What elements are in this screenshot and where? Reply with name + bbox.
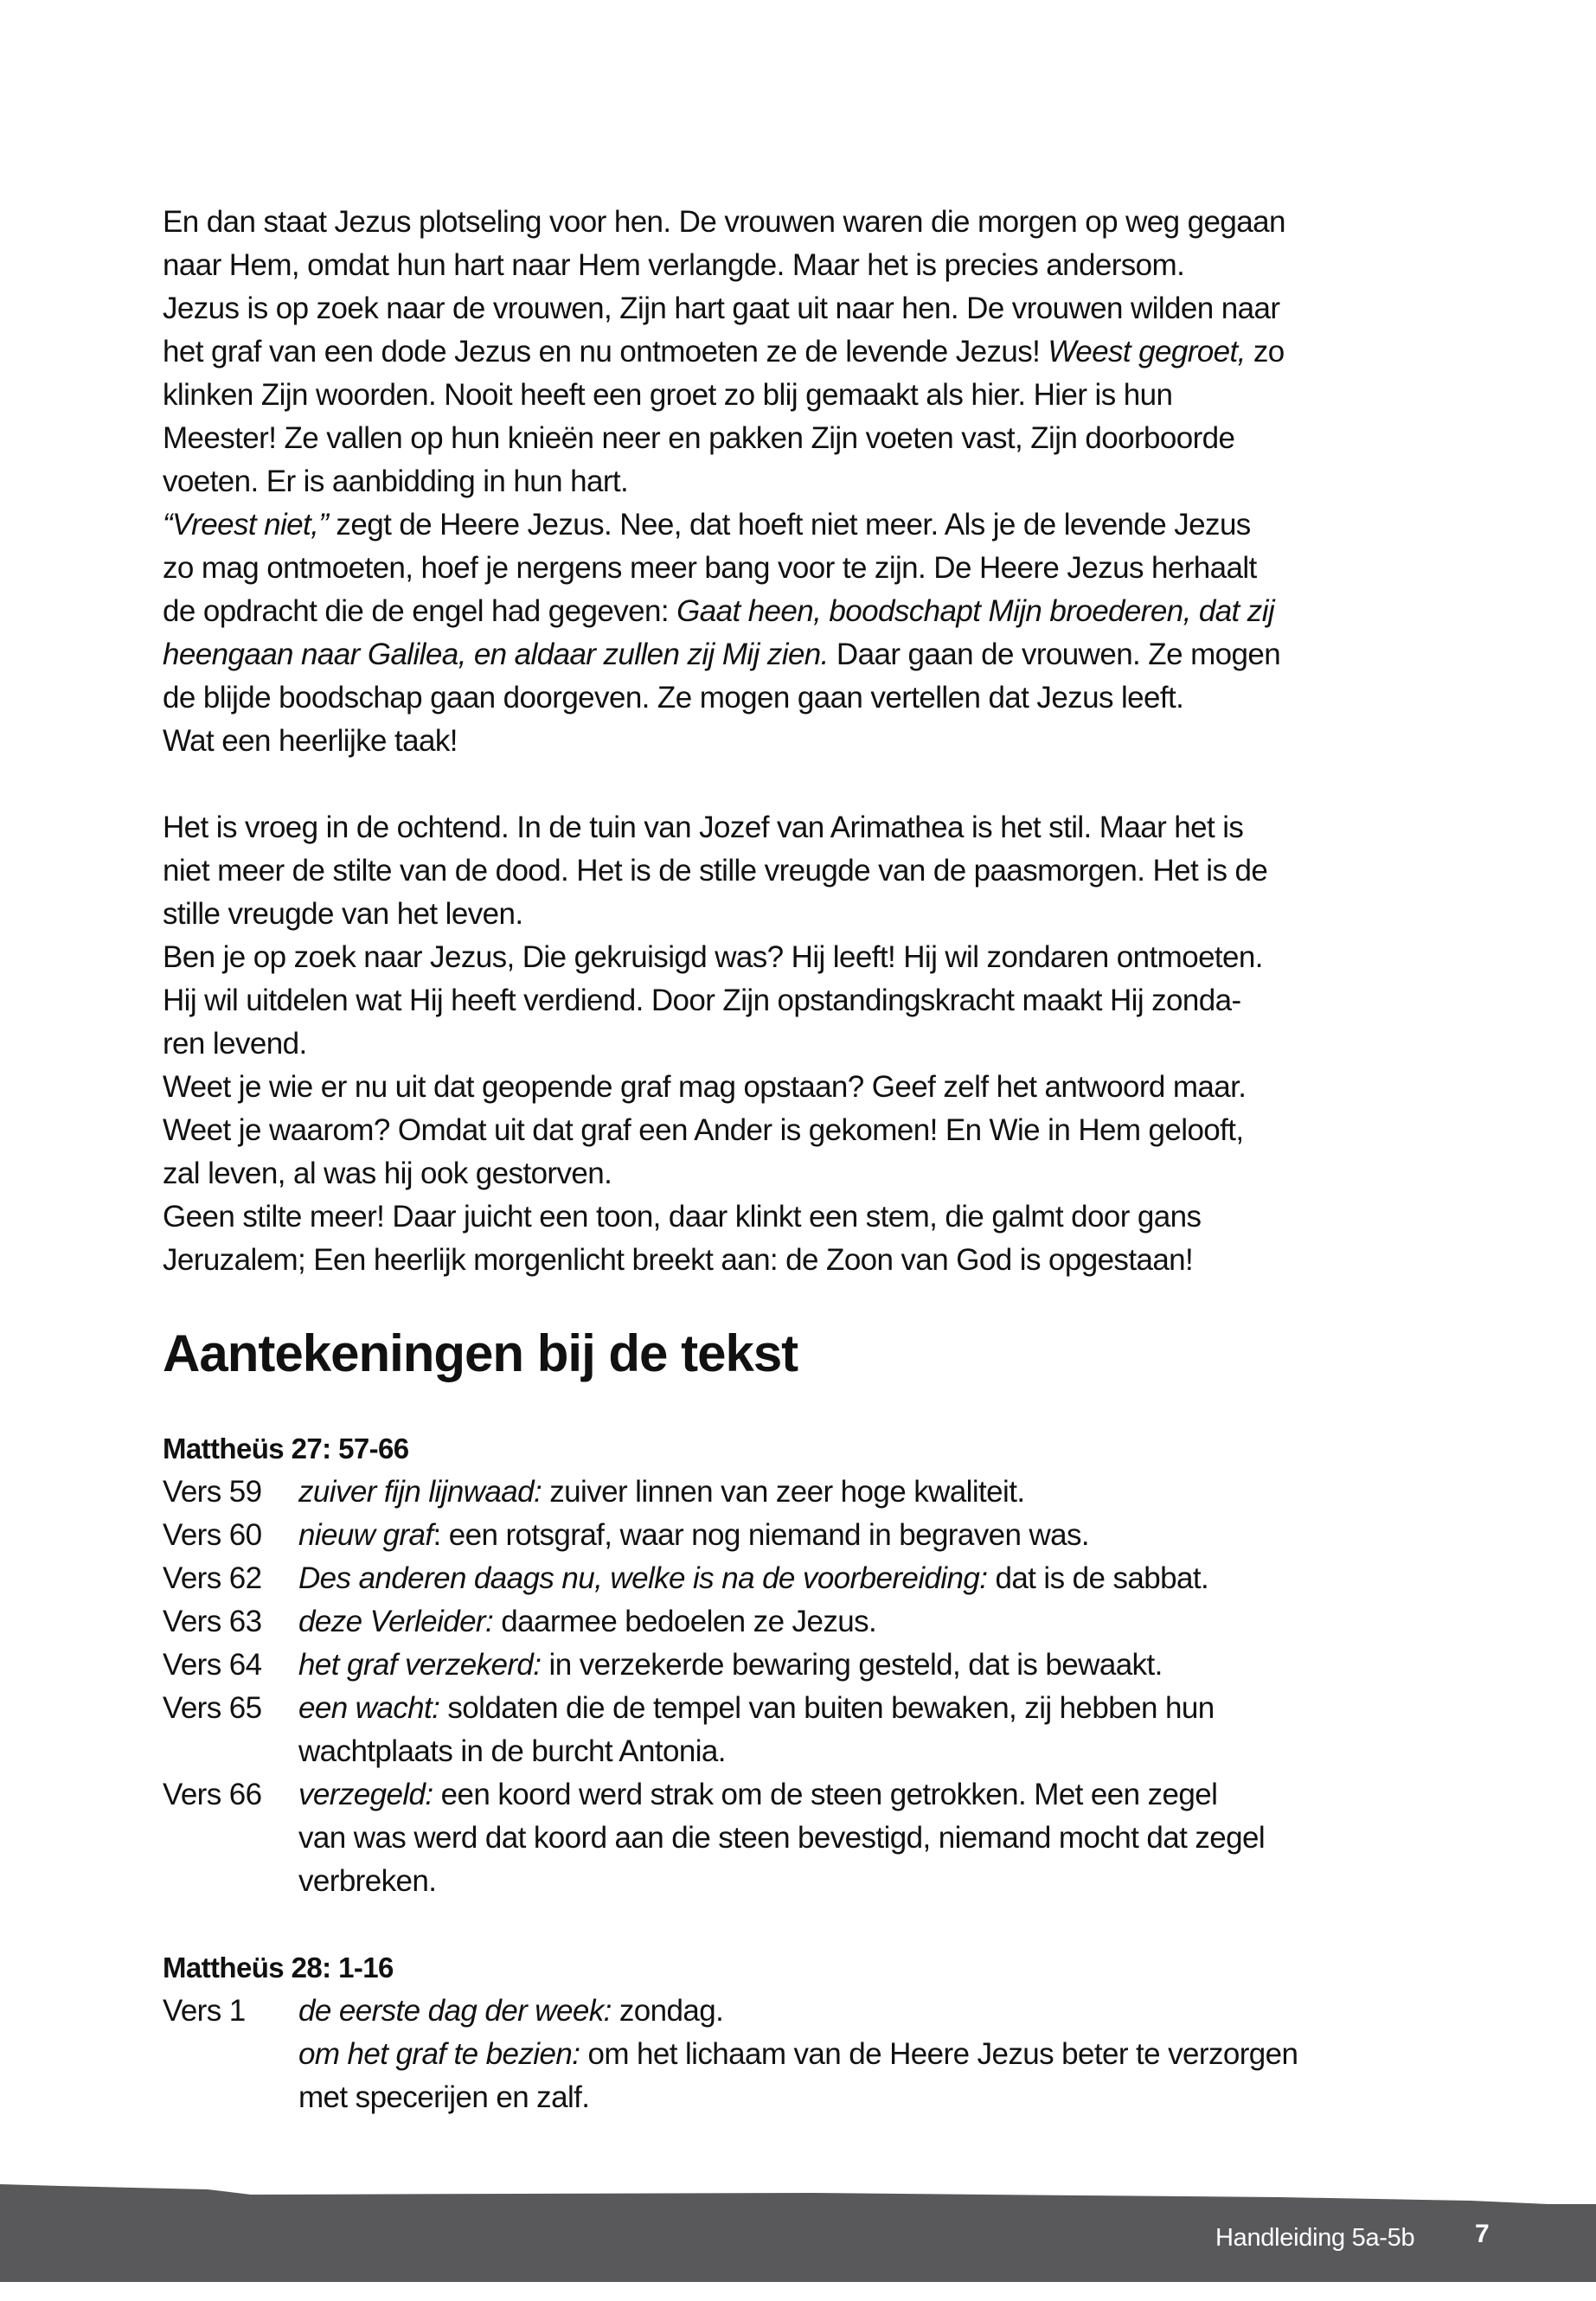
text: de opdracht die de engel had gegeven:: [163, 594, 677, 628]
text: Wat een heerlijke taak!: [163, 724, 458, 758]
text-line: [163, 806, 1443, 849]
verse-note: [163, 1600, 1460, 1644]
text-line: [163, 244, 1443, 287]
page-number: 7: [1475, 2220, 1490, 2248]
text: Daar gaan de vrouwen. Ze mogen: [828, 638, 1281, 671]
narrative-text: [163, 201, 1443, 1282]
notes-list: [163, 1427, 1460, 2119]
scripture-reference: Mattheüs 27: 57-66: [163, 1433, 409, 1465]
paragraph-gap: [163, 763, 1443, 806]
text: daarmee bedoelen ze Jezus.: [493, 1605, 877, 1638]
text: Het is vroeg in de ochtend. In de tuin van Jozef van Arimathea is het stil. Maar het is: [163, 811, 1244, 844]
text: stille vreugde van het leven.: [163, 897, 523, 931]
verse-explanation: [298, 1687, 1460, 1773]
italic-text: nieuw graf: [298, 1518, 433, 1552]
text: een koord werd strak om de steen getrokken. Met een zegel: [433, 1778, 1218, 1811]
italic-text: Des anderen daags nu, welke is na de voorbereiding:: [298, 1561, 988, 1595]
footer-title: Handleiding 5a-5b: [1215, 2224, 1415, 2252]
text-line: [163, 849, 1443, 893]
text-line: [163, 1239, 1443, 1282]
text-line: [163, 1022, 1443, 1066]
text-line: [163, 893, 1443, 936]
text-line: [163, 503, 1443, 547]
text-line: [298, 2033, 1460, 2076]
text: Jezus is op zoek naar de vrouwen, Zijn hart gaat uit naar hen. De vrouwen wilden naar: [163, 292, 1280, 325]
italic-text: een wacht:: [298, 1691, 440, 1725]
italic-text: om het graf te bezien:: [298, 2037, 580, 2071]
text: ren levend.: [163, 1027, 307, 1061]
text: met specerijen en zalf.: [298, 2080, 590, 2114]
text: Ben je op zoek naar Jezus, Die gekruisigd was? Hij leeft! Hij wil zondaren ontmoeten.: [163, 940, 1263, 974]
verse-label: Vers 65: [163, 1691, 262, 1725]
text: Weet je waarom? Omdat uit dat graf een Ander is gekomen! En Wie in Hem gelooft,: [163, 1113, 1244, 1147]
verse-note: [163, 1644, 1460, 1687]
text: Weet je wie er nu uit dat geopende graf mag opstaan? Geef zelf het antwoord maar.: [163, 1070, 1247, 1104]
text-line: [163, 633, 1443, 676]
text: naar Hem, omdat hun hart naar Hem verlangde. Maar het is precies andersom.: [163, 248, 1185, 282]
verse-explanation: [298, 1557, 1460, 1600]
text-line: [163, 460, 1443, 503]
text-line: [163, 417, 1443, 460]
text: het graf van een dode Jezus en nu ontmoeten ze de levende Jezus!: [163, 335, 1048, 369]
text-line: [298, 1557, 1460, 1600]
text: in verzekerde bewaring gesteld, dat is bewaakt.: [541, 1648, 1163, 1682]
verse-explanation: [298, 1514, 1460, 1557]
verse-explanation: [298, 1600, 1460, 1644]
text-line: [163, 979, 1443, 1022]
text: zegt de Heere Jezus. Nee, dat hoeft niet meer. Als je de levende Jezus: [328, 508, 1251, 542]
text-line: [163, 287, 1443, 330]
text: soldaten die de tempel van buiten bewaken, zij hebben hun: [439, 1691, 1215, 1725]
italic-text: de eerste dag der week:: [298, 1994, 612, 2028]
text: de blijde boodschap gaan doorgeven. Ze mogen gaan vertellen dat Jezus leeft.: [163, 681, 1184, 715]
text-line: [163, 330, 1443, 374]
verse-label: Vers 63: [163, 1605, 262, 1638]
verse-note: [163, 1687, 1460, 1773]
text: Geen stilte meer! Daar juicht een toon, daar klinkt een stem, die galmt door gans: [163, 1200, 1202, 1234]
text-line: [163, 720, 1443, 763]
text: niet meer de stilte van de dood. Het is de stille vreugde van de paasmorgen. Het is de: [163, 854, 1268, 888]
verse-note: [163, 1471, 1460, 1514]
verse-note: [163, 1773, 1460, 1903]
text-line: [163, 1195, 1443, 1239]
section-gap: [163, 1903, 1460, 1946]
section-heading: Aantekeningen bij de tekst: [163, 1324, 798, 1382]
text: zuiver linnen van zeer hoge kwaliteit.: [542, 1475, 1025, 1509]
text: om het lichaam van de Heere Jezus beter te verzorgen: [580, 2037, 1298, 2071]
italic-text: heengaan naar Galilea, en aldaar zullen zij Mij zien.: [163, 638, 829, 671]
scripture-reference: Mattheüs 28: 1-16: [163, 1952, 394, 1984]
verse-note: [163, 1557, 1460, 1600]
text: zondag.: [611, 1994, 724, 2028]
text-line: [163, 590, 1443, 633]
text-line: [298, 1990, 1460, 2033]
verse-explanation: [298, 1471, 1460, 1514]
text-line: [298, 1644, 1460, 1687]
text: van was werd dat koord aan die steen bevestigd, niemand mocht dat zegel: [298, 1821, 1265, 1855]
italic-text: het graf verzekerd:: [298, 1648, 542, 1682]
verse-label: Vers 62: [163, 1561, 262, 1595]
verse-label: Vers 59: [163, 1475, 262, 1509]
text: zo mag ontmoeten, hoef je nergens meer bang voor te zijn. De Heere Jezus herhaalt: [163, 551, 1257, 585]
text-line: [298, 1730, 1460, 1773]
text: Meester! Ze vallen op hun knieën neer en pakken Zijn voeten vast, Zijn doorboorde: [163, 421, 1235, 455]
italic-text: “Vreest niet,”: [163, 508, 329, 542]
text: zal leven, al was hij ook gestorven.: [163, 1157, 612, 1190]
italic-text: Weest gegroet,: [1048, 335, 1246, 369]
text-line: [163, 1152, 1443, 1195]
text: Jeruzalem; Een heerlijk morgenlicht breekt aan: de Zoon van God is opgestaan!: [163, 1243, 1194, 1277]
text: verbreken.: [298, 1864, 437, 1898]
verse-label: Vers 60: [163, 1518, 262, 1552]
text: Hij wil uitdelen wat Hij heeft verdiend. Door Zijn opstandingskracht maakt Hij zonda-: [163, 984, 1241, 1017]
verse-note: [163, 1990, 1460, 2119]
verse-explanation: [298, 1773, 1460, 1903]
text-line: [298, 1860, 1460, 1903]
text-line: [298, 1817, 1460, 1860]
verse-explanation: [298, 1644, 1460, 1687]
paragraph-1: [163, 201, 1443, 763]
text: wachtplaats in de burcht Antonia.: [298, 1734, 726, 1768]
text-line: [163, 374, 1443, 417]
text: klinken Zijn woorden. Nooit heeft een groet zo blij gemaakt als hier. Hier is hun: [163, 378, 1173, 412]
text-line: [163, 201, 1443, 244]
text: En dan staat Jezus plotseling voor hen. De vrouwen waren die morgen op weg gegaan: [163, 205, 1285, 239]
italic-text: Gaat heen, boodschapt Mijn broederen, dat zij: [676, 594, 1275, 628]
verse-label: Vers 66: [163, 1778, 262, 1811]
verse-label: Vers 64: [163, 1648, 262, 1682]
text-line: [298, 2076, 1460, 2119]
text: zo: [1245, 335, 1285, 369]
text-line: [298, 1687, 1460, 1730]
text-line: [163, 936, 1443, 979]
text-line: [163, 1066, 1443, 1109]
text-line: [298, 1600, 1460, 1644]
paragraph-2: [163, 806, 1443, 1282]
text-line: [163, 1109, 1443, 1152]
verse-explanation: [298, 1990, 1460, 2119]
verse-note: [163, 1514, 1460, 1557]
text: dat is de sabbat.: [987, 1561, 1209, 1595]
text-line: [298, 1773, 1460, 1817]
italic-text: deze Verleider:: [298, 1605, 494, 1638]
verse-label: Vers 1: [163, 1994, 246, 2028]
italic-text: zuiver fijn lijnwaad:: [298, 1475, 542, 1509]
text: : een rotsgraf, waar nog niemand in begraven was.: [433, 1518, 1090, 1552]
italic-text: verzegeld:: [298, 1778, 433, 1811]
text-line: [163, 676, 1443, 720]
text-line: [298, 1514, 1460, 1557]
text-line: [298, 1471, 1460, 1514]
text-line: [163, 547, 1443, 590]
text: voeten. Er is aanbidding in hun hart.: [163, 465, 629, 498]
